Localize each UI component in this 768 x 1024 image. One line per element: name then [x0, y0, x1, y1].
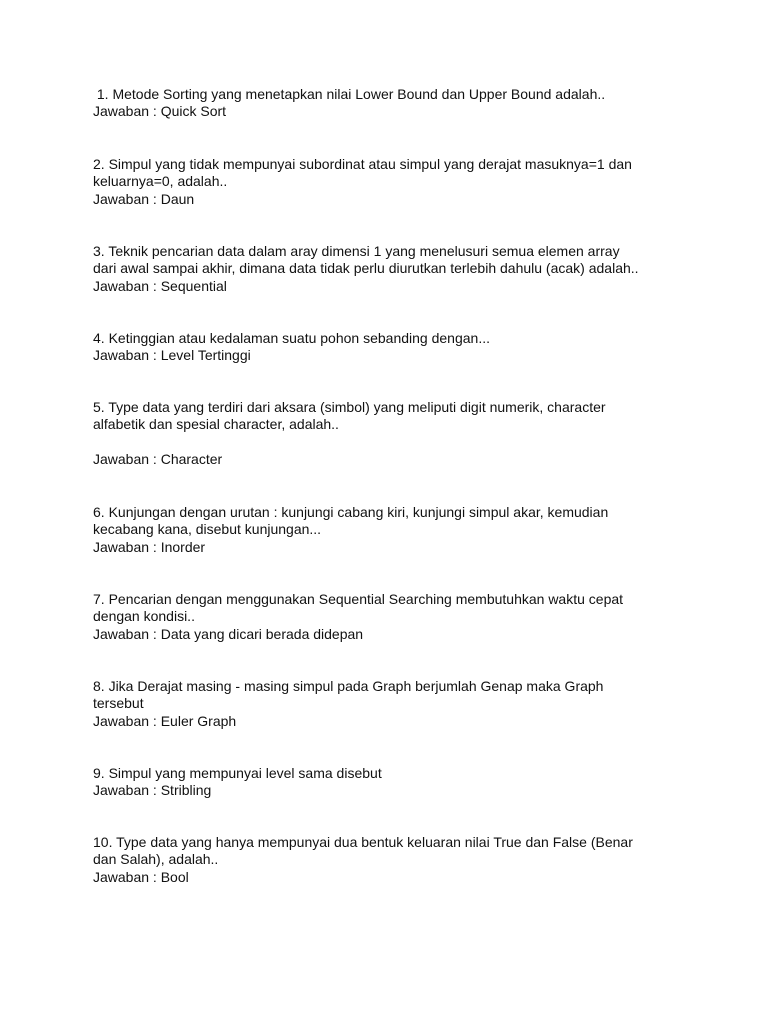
- question-block-8: [93, 678, 693, 730]
- question-text: dan Salah), adalah..: [93, 851, 219, 868]
- question-text: tersebut: [93, 695, 144, 712]
- question-block-3: [93, 243, 693, 295]
- question-text: 2. Simpul yang tidak mempunyai subordinat atau simpul yang derajat masuknya=1 dan: [93, 156, 632, 172]
- question-text: 3. Teknik pencarian data dalam aray dimensi 1 yang menelusuri semua elemen array: [93, 243, 620, 259]
- answer-text: Jawaban : Inorder: [93, 538, 206, 555]
- question-block-2: [93, 156, 693, 208]
- question-block-5: [93, 399, 693, 469]
- answer-text: Jawaban : Bool: [93, 868, 189, 885]
- answer-text: Jawaban : Quick Sort: [93, 103, 227, 120]
- question-text: alfabetik dan spesial character, adalah..: [93, 416, 339, 433]
- answer-text: Jawaban : Euler Graph: [93, 712, 237, 729]
- question-text: keluarnya=0, adalah..: [93, 173, 228, 190]
- question-text: 10. Type data yang hanya mempunyai dua bentuk keluaran nilai True dan False (Benar: [93, 834, 633, 850]
- question-block-1: [93, 86, 693, 121]
- question-text: dari awal sampai akhir, dimana data tidak perlu diurutkan terlebih dahulu (acak) adalah..: [93, 260, 639, 277]
- question-text: 5. Type data yang terdiri dari aksara (simbol) yang meliputi digit numerik, character: [93, 399, 606, 415]
- question-text: 6. Kunjungan dengan urutan : kunjungi cabang kiri, kunjungi simpul akar, kemudian: [93, 504, 609, 520]
- answer-text: Jawaban : Data yang dicari berada didepan: [93, 625, 364, 642]
- answer-text: Jawaban : Daun: [93, 190, 195, 207]
- answer-text: Jawaban : Sequential: [93, 277, 227, 294]
- question-text: kecabang kana, disebut kunjungan...: [93, 521, 322, 538]
- question-text: 1. Metode Sorting yang menetapkan nilai Lower Bound dan Upper Bound adalah..: [93, 86, 606, 102]
- answer-text: Jawaban : Level Tertinggi: [93, 347, 251, 364]
- question-block-10: [93, 834, 693, 886]
- answer-text: Jawaban : Character: [93, 451, 223, 468]
- question-block-6: [93, 504, 693, 556]
- question-text: dengan kondisi..: [93, 608, 195, 625]
- question-block-9: [93, 765, 693, 800]
- question-text: 7. Pencarian dengan menggunakan Sequential Searching membutuhkan waktu cepat: [93, 591, 624, 607]
- question-text: 8. Jika Derajat masing - masing simpul pada Graph berjumlah Genap maka Graph: [93, 678, 604, 694]
- question-block-4: [93, 330, 693, 365]
- spacer: [93, 434, 693, 451]
- question-block-7: [93, 591, 693, 643]
- answer-text: Jawaban : Stribling: [93, 782, 212, 799]
- question-text: 9. Simpul yang mempunyai level sama disebut: [93, 765, 382, 781]
- question-text: 4. Ketinggian atau kedalaman suatu pohon sebanding dengan...: [93, 330, 490, 346]
